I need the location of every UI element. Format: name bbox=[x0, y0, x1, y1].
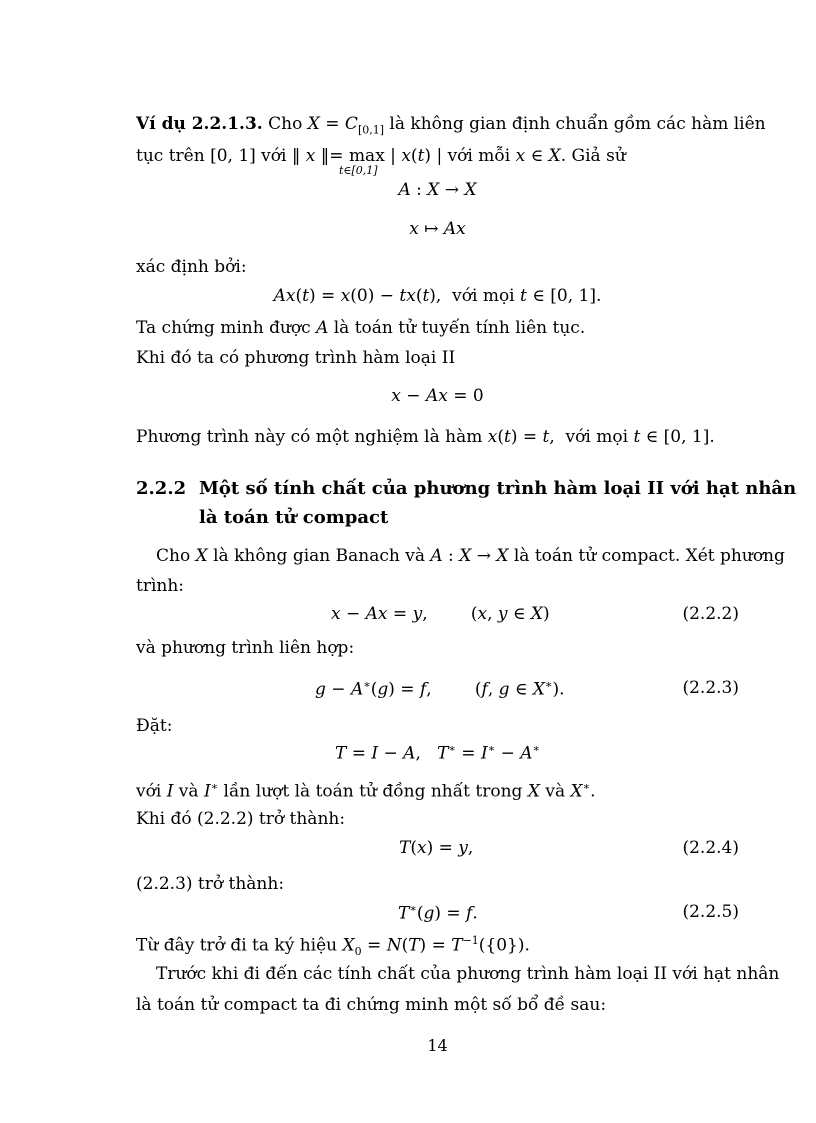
example-line-1 bbox=[136, 114, 766, 136]
paragraph-1-line-1: Cho X là không gian Banach và A : X → X là toán tử compact. Xét phương bbox=[156, 546, 785, 566]
example-label: Ví dụ 2.2.1.3. bbox=[136, 114, 263, 134]
max-operator: max t∈[0,1] bbox=[338, 146, 385, 177]
example-intro-text: Cho $X = C_{[0,1]}$ là không gian định chuẩn gồm các hàm liên bbox=[268, 114, 766, 137]
identity-text: với I và I∗ lần lượt là toán tử đồng nhất trong X và X∗. bbox=[136, 780, 596, 802]
equation-2-2-5: T∗(g) = f. bbox=[398, 902, 478, 924]
set-text: Đặt: bbox=[136, 716, 173, 736]
solution-text: Phương trình này có một nghiệm là hàm x(t) = t, với mọi t ∈ [0, 1]. bbox=[136, 427, 715, 447]
page-number: 14 bbox=[427, 1036, 448, 1055]
section-title-line-1: Một số tính chất của phương trình hàm loại II với hạt nhân bbox=[199, 478, 797, 499]
then-2-2-2-text: Khi đó (2.2.2) trở thành: bbox=[136, 809, 346, 829]
paragraph-2-line-2: là toán tử compact ta đi chứng minh một số bổ đề sau: bbox=[136, 995, 607, 1015]
definition-equation: Ax(t) = x(0) − tx(t), với mọi t ∈ [0, 1]. bbox=[273, 286, 602, 306]
section-number: 2.2.2 bbox=[136, 478, 187, 499]
example-line-2: tục trên [0, 1] với ‖ x ‖= max t∈[0,1] | x(t) | với mỗi x ∈ X. Giả sử bbox=[136, 146, 626, 177]
homogeneous-equation: x − Ax = 0 bbox=[391, 386, 484, 406]
then-text: Khi đó ta có phương trình hàm loại II bbox=[136, 348, 456, 368]
equation-2-2-4: T(x) = y, bbox=[399, 838, 474, 858]
equation-2-2-2: x − Ax = y, (x, y ∈ X) bbox=[331, 604, 550, 624]
adjoint-text: và phương trình liên hợp: bbox=[136, 638, 355, 658]
mapping-line-1: A : X → X bbox=[398, 180, 477, 200]
equation-number-2-2-5: (2.2.5) bbox=[682, 902, 739, 922]
then-2-2-3-text: (2.2.3) trở thành: bbox=[136, 874, 285, 894]
equation-number-2-2-3: (2.2.3) bbox=[682, 678, 739, 698]
proved-text: Ta chứng minh được A là toán tử tuyến tính liên tục. bbox=[136, 318, 586, 338]
t-definition-equation: T = I − A, T∗ = I∗ − A∗ bbox=[334, 742, 540, 764]
paragraph-2-line-1: Trước khi đi đến các tính chất của phương trình hàm loại II với hạt nhân bbox=[156, 964, 780, 984]
max-subscript: t∈[0,1] bbox=[338, 164, 378, 177]
defined-by-text: xác định bởi: bbox=[136, 257, 247, 277]
notation-text: Từ đây trở đi ta ký hiệu $X_0 = N(T) = T^{-1}(\{0\})$. bbox=[136, 934, 530, 959]
paragraph-1-line-2: trình: bbox=[136, 576, 185, 596]
section-title-line-2: là toán tử compact bbox=[199, 507, 389, 528]
equation-2-2-3: g − A∗(g) = f, (f, g ∈ X∗). bbox=[315, 678, 565, 700]
mapping-line-2: x ↦ Ax bbox=[409, 219, 466, 239]
equation-number-2-2-4: (2.2.4) bbox=[682, 838, 739, 858]
equation-number-2-2-2: (2.2.2) bbox=[682, 604, 739, 624]
